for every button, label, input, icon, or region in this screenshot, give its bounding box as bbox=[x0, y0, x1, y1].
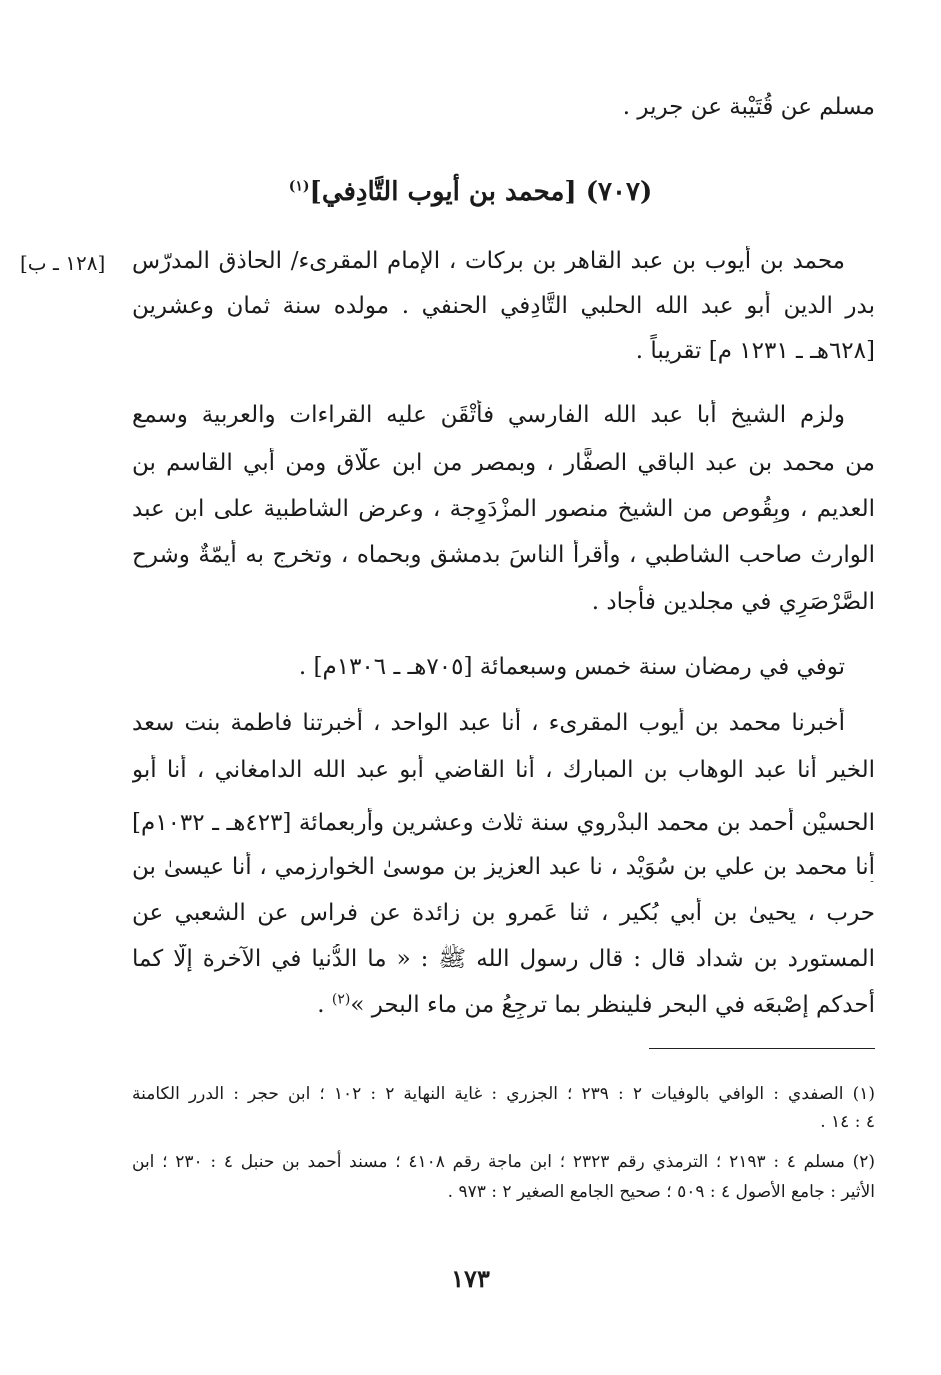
footnote-ref-1: (١) bbox=[288, 178, 310, 195]
entry-title bbox=[0, 172, 941, 212]
paragraph-4-end: . bbox=[317, 992, 332, 1018]
paragraph-2-line: الوارث صاحب الشاطبي ، وأقرأ الناسَ بدمشق وبحماه ، وتخرج به أيمّةٌ وشرح bbox=[132, 542, 875, 568]
paragraph-2-line: العديم ، وبِقُوص من الشيخ منصور المزْدَوِجة ، وعرض الشاطبية على ابن عبد bbox=[132, 496, 875, 522]
paragraph-4-line: المستورد بن شداد قال : قال رسول الله ﷺ : « ما الدُّنيا في الآخرة إلَّا كما bbox=[132, 946, 875, 972]
footnote-separator bbox=[649, 1048, 875, 1049]
entry-title-text: (٧٠٧) [محمد بن أيوب التَّادِفي] bbox=[309, 177, 653, 207]
paragraph-4-line: أخبرنا محمد بن أيوب المقرىء ، أنا عبد الواحد ، أخبرتنا فاطمة بنت سعد bbox=[132, 710, 845, 736]
paragraph-4-line: الحسيْن أحمد بن محمد البدْروي سنة ثلاث وعشرين وأربعمائة [٤٢٣هـ ـ ١٠٣٢م] bbox=[132, 810, 875, 836]
paragraph-2-line: الصَّرْصَرِي في مجلدين فأجاد . bbox=[591, 589, 875, 615]
paragraph-4-line: أنا محمد بن علي بن سُوَيْد ، نا عبد العزيز بن موسىٰ الخوارزمي ، أنا عيسىٰ بن bbox=[132, 854, 875, 880]
margin-folio-note: [١٢٨ ـ ب] bbox=[20, 251, 106, 275]
paragraph-1-line: محمد بن أيوب بن عبد القاهر بن بركات ، الإمام المقرىء/ الحاذق المدرّس bbox=[132, 248, 845, 274]
paragraph-3-line: توفي في رمضان سنة خمس وسبعمائة [٧٠٥هـ ـ ١٣٠٦م] . bbox=[298, 654, 845, 680]
footnote-1-line: (١) الصفدي : الوافي بالوفيات ٢ : ٢٣٩ ؛ الجزري : غاية النهاية ٢ : ١٠٢ ؛ ابن حجر : الدرر الكامنة bbox=[132, 1084, 875, 1104]
footnote-2-line: الأثير : جامع الأصول ٤ : ٥٠٩ ؛ صحيح الجامع الصغير ٢ : ٩٧٣ . bbox=[447, 1182, 875, 1202]
paragraph-1-line: بدر الدين أبو عبد الله الحلبي التَّادِفي الحنفي . مولده سنة ثمان وعشرين bbox=[132, 293, 875, 319]
page-number: ١٧٣ bbox=[451, 1264, 490, 1293]
paragraph-1-line: [٦٢٨هـ ـ ١٢٣١ م] تقريباً . bbox=[635, 338, 875, 364]
continuation-line: مسلم عن قُتَيْبة عن جرير . bbox=[622, 94, 875, 120]
footnote-ref-2: (٢) bbox=[331, 991, 351, 1008]
paragraph-2-line: من محمد بن عبد الباقي الصفَّار ، وبمصر من ابن علَّاق ومن أبي القاسم بن bbox=[132, 450, 875, 476]
footnote-2-line: (٢) مسلم ٤ : ٢١٩٣ ؛ الترمذي رقم ٢٣٢٣ ؛ ابن ماجة رقم ٤١٠٨ ؛ مسند أحمد بن حنبل ٤ : ٢٣٠ ؛ ابن bbox=[132, 1152, 875, 1172]
paragraph-4-line: حرب ، يحيىٰ بن أبي بُكير ، ثنا عَمرو بن زائدة عن فراس عن الشعبي عن bbox=[132, 900, 875, 926]
paragraph-2-line: ولزم الشيخ أبا عبد الله الفارسي فأتْقَن عليه القراءات والعربية وسمع bbox=[132, 402, 845, 428]
paragraph-4-line: الخير أنا عبد الوهاب بن المبارك ، أنا القاضي أبو عبد الله الدامغاني ، أنا أبو bbox=[132, 757, 875, 783]
paragraph-4-last-text: أحدكم إصْبعَه في البحر فلينظر بما ترجِعُ من ماء البحر » bbox=[350, 992, 875, 1018]
footnote-1-line: ٤ : ١٤ . bbox=[820, 1112, 875, 1132]
paragraph-4-line bbox=[317, 990, 875, 1020]
